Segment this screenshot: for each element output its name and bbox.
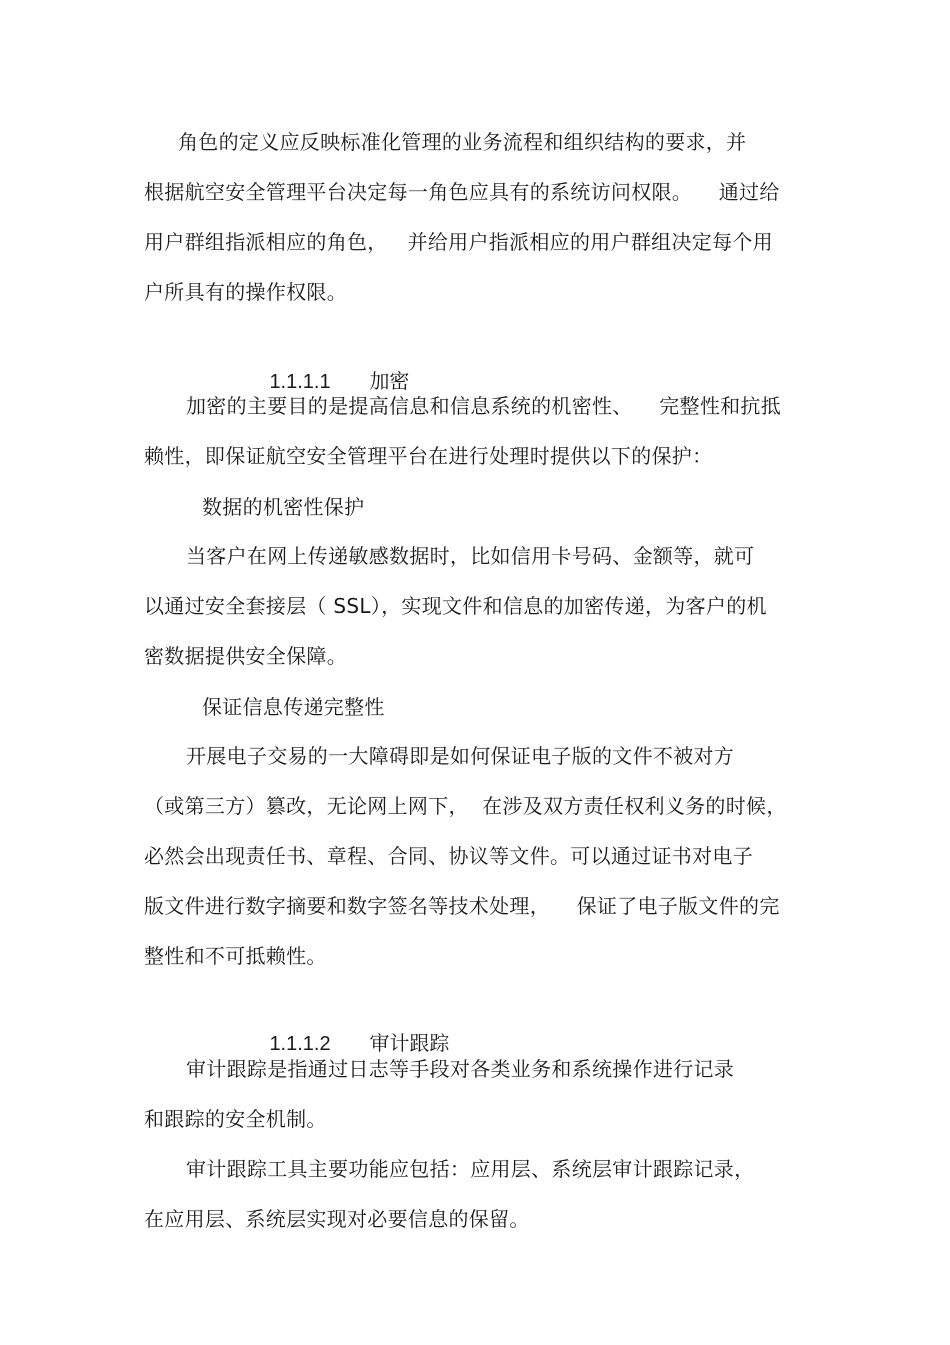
paragraph-audit-line-2: 和跟踪的安全机制。 — [144, 1107, 327, 1131]
paragraph-confidentiality-line-3: 密数据提供安全保障。 — [144, 644, 347, 668]
subheading-integrity: 保证信息传递完整性 — [202, 695, 385, 719]
paragraph-integrity-line-4: 版文件进行数字摘要和数字签名等技术处理， 保证了电子版文件的完 — [144, 894, 780, 918]
paragraph-audit-tools-line-2: 在应用层、系统层实现对必要信息的保留。 — [144, 1207, 530, 1231]
paragraph-integrity-line-3: 必然会出现责任书、章程、合同、协议等文件。可以通过证书对电子 — [144, 844, 753, 868]
paragraph-confidentiality-line-2: 以通过安全套接层（ SSL），实现文件和信息的加密传递，为客户的机 — [144, 594, 767, 618]
section-title: 加密 — [369, 369, 410, 393]
paragraph-encryption-line-1: 加密的主要目的是提高信息和信息系统的机密性、 完整性和抗抵 — [186, 394, 782, 418]
paragraph-roles-line-3: 用户群组指派相应的角色， 并给用户指派相应的用户群组决定每个用 — [144, 230, 773, 254]
section-number: 1.1.1.1 — [269, 371, 331, 393]
subheading-confidentiality: 数据的机密性保护 — [202, 495, 365, 519]
paragraph-confidentiality-line-1: 当客户在网上传递敏感数据时，比如信用卡号码、金额等，就可 — [186, 544, 755, 568]
paragraph-encryption-line-2: 赖性，即保证航空安全管理平台在进行处理时提供以下的保护： — [144, 444, 713, 468]
paragraph-roles-line-2: 根据航空安全管理平台决定每一角色应具有的系统访问权限。 通过给 — [144, 180, 780, 204]
paragraph-audit-line-1: 审计跟踪是指通过日志等手段对各类业务和系统操作进行记录 — [186, 1057, 735, 1081]
section-title: 审计跟踪 — [369, 1031, 450, 1055]
paragraph-integrity-line-2: （或第三方）篡改，无论网上网下， 在涉及双方责任权利义务的时候， — [144, 794, 787, 818]
paragraph-integrity-line-1: 开展电子交易的一大障碍即是如何保证电子版的文件不被对方 — [186, 744, 735, 768]
paragraph-roles-line-4: 户所具有的操作权限。 — [144, 280, 347, 304]
paragraph-integrity-line-5: 整性和不可抵赖性。 — [144, 944, 327, 968]
section-number: 1.1.1.2 — [269, 1033, 331, 1055]
paragraph-audit-tools-line-1: 审计跟踪工具主要功能应包括：应用层、系统层审计跟踪记录， — [186, 1157, 755, 1181]
paragraph-roles-line-1: 角色的定义应反映标准化管理的业务流程和组织结构的要求，并 — [178, 130, 747, 154]
